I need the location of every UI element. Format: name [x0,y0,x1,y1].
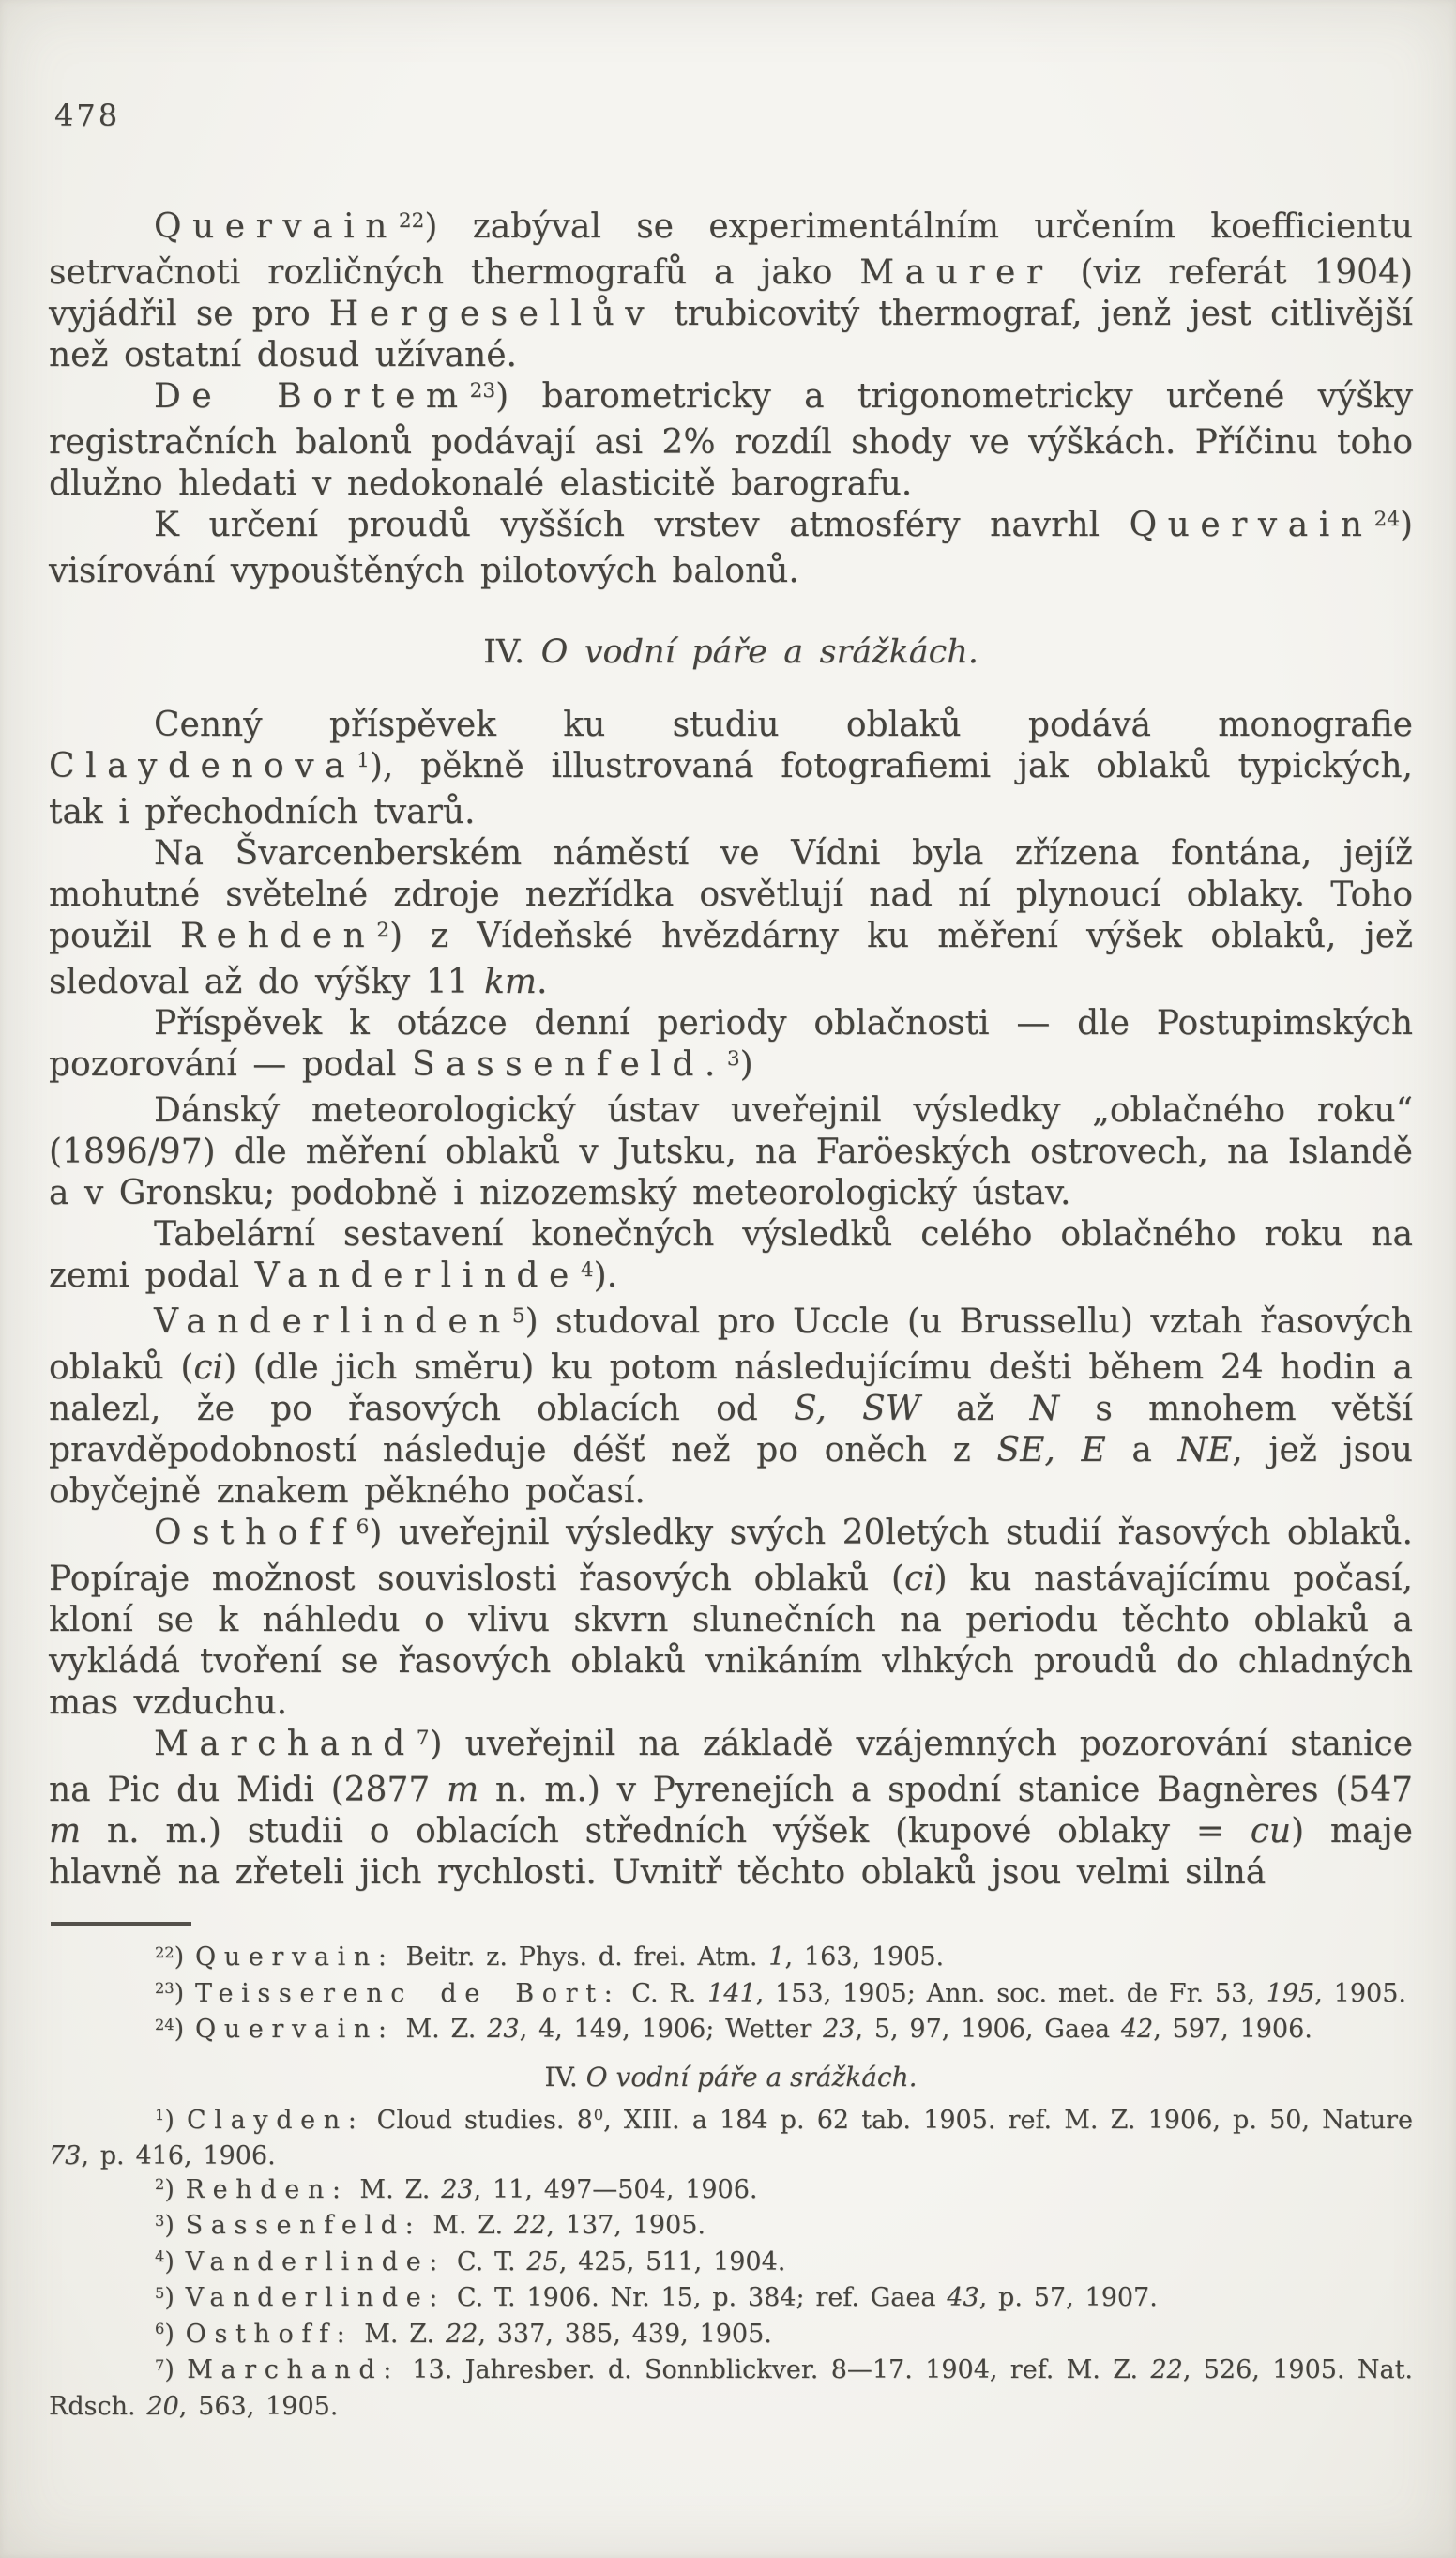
footnote-marker: 2 [376,918,390,942]
text-run: , 5, 97, 1906, Gaea [855,2015,1121,2044]
text-run: s mnohem větší pravděpodobností následuje déšť než po oněch z [49,1390,1413,1469]
text-run: C. R. [620,1978,708,2008]
text-run: ) [174,2015,195,2044]
text-run: , 1905. [1314,1978,1406,2008]
text-run: ) maje hlavně na zřeteli jich rychlosti. Uvnitř těchto oblaků jsou velmi silná [49,1812,1413,1892]
text-run: ) (dle jich směru) ku potom následujícímu dešti během 24 hodin a nalezl, že po řasových oblacích od [49,1348,1413,1428]
text-run: N [1029,1390,1060,1428]
text-run: IV. [544,2061,586,2093]
text-run: ) [164,2246,186,2276]
footnote [49,2013,1413,2049]
person-name: Quervain [154,207,398,246]
text-run: C. T. [446,2246,527,2276]
person-name: Osthoff: [185,2319,354,2349]
person-name: Vanderlinden [154,1302,511,1341]
text-run: , XIII. a 184 p. 62 tab. 1905. ref. M. Z. 1906, p. 50, Nature [603,2105,1413,2135]
text-run: ) [164,2174,186,2204]
text-run: O vodní páře a srážkách. [540,633,978,671]
paragraph [49,1003,1413,1090]
text-run: trubicovitý thermograf, jenž jest citlivější než ostatní dosud užívané. [49,295,1413,374]
text-run: , 526, 1905. Nat. Rdsch. [49,2355,1414,2421]
paragraph [49,1214,1413,1302]
text-run: IV. [483,633,541,671]
text-run: , 563, 1905. [178,2391,339,2421]
text-run: ) zabýval se experimentálním určením koefficientu setrvačnoti rozličných thermografů a jako [49,207,1413,292]
text-run: ) barometricky a trigonometricky určené výšky registračních balonů podávají asi 2% rozdíl shody ve výškách. Příčinu toho dlužno hledati v nedokonalé elasticitě barografu. [49,377,1413,503]
text-run: K určení proudů vyšších vrstev atmosféry navrhl [154,506,1130,544]
person-name: Vanderlinde: [185,2283,447,2312]
paragraph [49,1513,1413,1724]
footnote-marker: 22 [398,208,425,233]
text-run: Beitr. z. Phys. d. frei. Atm. [394,1942,769,1972]
text-run: ) z Vídeňské hvězdárny ku měření výšek oblaků, jež sledoval až do výšky 11 [49,917,1413,1001]
person-name: Rehden [180,917,376,955]
footnote-marker: 4 [155,2247,165,2266]
paragraph [49,1302,1413,1513]
footnote [49,2104,1413,2173]
person-name: Teisserenc de Bort: [194,1978,621,2008]
person-name: De Bortem [154,377,469,416]
paragraph [49,505,1413,592]
text-run: cu [1250,1812,1292,1850]
text-run: , p. 416, 1906. [81,2141,276,2170]
footnotes-chapter-heading [49,2061,1413,2094]
footnote-marker: 3 [726,1046,740,1071]
person-name: Vanderlinde: [185,2246,447,2276]
paragraph [49,833,1413,1003]
text-run: , 337, 385, 439, 1905. [478,2319,772,2349]
footnote-marker: 22 [155,1942,174,1961]
footnote-marker: 0 [593,2106,604,2124]
text-run: 141 [707,1978,756,2008]
text-run: m [49,1812,82,1850]
body-text-upper [49,206,1413,592]
text-run: Cloud studies. 8 [364,2105,593,2135]
text-run: NE [1177,1431,1233,1469]
text-run: , 137, 1905. [546,2211,705,2240]
text-run: ) [164,2105,187,2135]
text-run: ) ku nastávajícímu počasí, kloní se k náhledu o vlivu skvrn slunečních na periodu těchto oblaků a vykládá tvoření se řasových oblaků vnikáním vlhkých proudů do chladných mas vzduchu. [49,1560,1413,1722]
text-run: ) [739,1045,753,1084]
text-run: 22 [445,2319,478,2349]
text-run: Na Švarcenberském náměstí ve Vídni byla zřízena fontána, jejíž mohutné světelné zdroje nezřídka osvětlují nad ní plynoucí oblaky. Toho použil [49,834,1413,955]
text-run: 23 [823,2015,856,2044]
text-run: ), pěkně illustrovaná fotografiemi jak oblaků typických, tak i přechodních tvarů. [49,747,1413,831]
text-run: M. Z. [394,2015,488,2044]
footnote-marker: 5 [511,1303,525,1328]
text-run: až [919,1390,1030,1428]
footnote-marker: 7 [416,1726,430,1750]
text-run: SE, E [996,1431,1106,1469]
text-run: ci [903,1560,934,1598]
person-name: Quervain: [194,1942,395,1972]
footnote-marker: 6 [155,2320,165,2338]
footnote [49,2173,1413,2210]
text-run: ) uveřejnil na základě vzájemných pozorování stanice na Pic du Midi (2877 [49,1725,1413,1809]
person-name: Quervain: [194,2015,395,2044]
person-name: Sassenfeld. [411,1045,726,1084]
text-run: ). [593,1256,618,1295]
footnote-marker: 5 [155,2283,165,2302]
person-name: Marchand [154,1725,416,1763]
text-run: Dánský meteorologický ústav uveřejnil výsledky „oblačného roku“ (1896/97) dle měření oblaků v Jutsku, na Faröeských ostrovech, na Islandě a v Gronsku; podobně i nizozemský meteorologický ústav. [49,1091,1413,1212]
text-run: n. m.) studii o oblacích středních výšek (kupové oblaky = [81,1812,1251,1850]
text-run: , 11, 497—504, 1906. [473,2174,758,2204]
text-run: . [536,963,548,1001]
footnote-marker: 24 [155,2015,174,2033]
person-name: Vanderlinde [254,1256,580,1295]
footnote-marker: 23 [155,1979,174,1998]
person-name: Hergesellův [328,295,656,333]
text-run: m [447,1771,479,1809]
footnote-marker: 24 [1373,507,1400,531]
text-run: M. Z. [348,2174,442,2204]
text-run: Tabelární sestavení konečných výsledků celého oblačného roku na zemi podal [49,1215,1413,1295]
text-run: M. Z. [421,2211,514,2240]
text-run: ) [164,2355,188,2384]
text-run: ) visírování vypouštěných pilotových balonů. [49,506,1413,590]
text-run: S, SW [794,1390,920,1428]
text-run: ) [174,1942,195,1972]
text-run: 13. Jahresber. d. Sonnblickver. 8—17. 1904, ref. M. Z. [400,2355,1151,2384]
text-run: M. Z. [353,2319,446,2349]
text-run: , jež jsou obyčejně znakem pěkného počasí. [49,1431,1413,1511]
section-heading [49,632,1413,673]
text-run: 73 [49,2141,82,2170]
footnote-marker: 23 [469,378,496,403]
footnote-separator-rule [51,1922,191,1926]
text-run: 20 [146,2391,179,2421]
text-run: Příspěvek k otázce denní periody oblačnosti — dle Postupimských pozorování — podal [49,1004,1413,1084]
text-run: 42 [1120,2015,1154,2044]
footnote [49,2209,1413,2246]
text-run: 22 [513,2211,547,2240]
text-run: Cenný příspěvek ku studiu oblaků podává monografie [154,706,1413,744]
text-run: 195 [1266,1978,1315,2008]
text-run: ) [164,2211,186,2240]
footnote-marker: 6 [356,1515,370,1539]
text-run: , 425, 511, 1904. [558,2246,786,2276]
body-text-lower [49,705,1413,1894]
footnotes-previous-chapter [49,1941,1413,2049]
person-name: Rehden: [185,2174,349,2204]
text-run: 1 [768,1942,785,1972]
text-run: 23 [487,2015,520,2044]
text-run: , p. 57, 1907. [978,2283,1158,2312]
footnote [49,2246,1413,2282]
text-run: O vodní páře a srážkách. [585,2061,918,2093]
text-run: , 163, 1905. [784,1942,945,1972]
footnote [49,1941,1413,1977]
footnote [49,2353,1413,2423]
footnote-marker: 4 [580,1257,594,1282]
text-run: a [1105,1431,1178,1469]
footnote-marker: 2 [155,2175,165,2194]
text-run: , 153, 1905; Ann. soc. met. de Fr. 53, [755,1978,1266,2008]
text-run: n. m.) v Pyrenejích a spodní stanice Bagnères (547 [478,1771,1414,1809]
paragraph [49,376,1413,505]
footnote-marker: 1 [155,2106,165,2124]
text-run: km [484,963,537,1001]
text-run: 25 [526,2246,559,2276]
text-run: ) [164,2319,186,2349]
page-number: 478 [54,98,121,133]
text-run: , 4, 149, 1906; Wetter [519,2015,824,2044]
text-run: C. T. 1906. Nr. 15, p. 384; ref. Gaea [446,2283,948,2312]
text-run: 23 [441,2174,474,2204]
person-name: Osthoff [154,1514,356,1552]
person-name: Quervain [1129,506,1373,544]
footnote [49,2281,1413,2318]
text-run: (viz referát 1904) vyjádřil se pro [49,253,1413,333]
paragraph [49,206,1413,376]
person-name: Maurer [859,253,1054,292]
footnotes-current-chapter [49,2104,1413,2424]
text-run: , 597, 1906. [1153,2015,1312,2044]
paragraph [49,1724,1413,1894]
footnote-marker: 7 [155,2355,165,2374]
text-run: ) uveřejnil výsledky svých 20letých studií řasových oblaků. Popíraje možnost souvislosti řasových oblaků ( [49,1514,1413,1598]
text-block [49,206,1413,2423]
text-run: 43 [947,2283,979,2312]
text-run: ) [174,1978,195,2008]
person-name: Clayden: [187,2105,365,2135]
text-run: ) [164,2283,186,2312]
person-name: Claydenova [49,747,356,785]
footnote [49,2318,1413,2354]
text-run: ) studoval pro Uccle (u Brussellu) vztah řasových oblaků ( [49,1302,1413,1387]
person-name: Marchand: [187,2355,400,2384]
paragraph [49,1090,1413,1214]
footnote-marker: 1 [356,748,370,772]
paragraph [49,705,1413,833]
person-name: Sassenfeld: [185,2211,422,2240]
text-run: 22 [1150,2355,1183,2384]
text-run: ci [193,1348,224,1387]
footnote-marker: 3 [155,2211,165,2230]
footnote [49,1977,1413,2014]
